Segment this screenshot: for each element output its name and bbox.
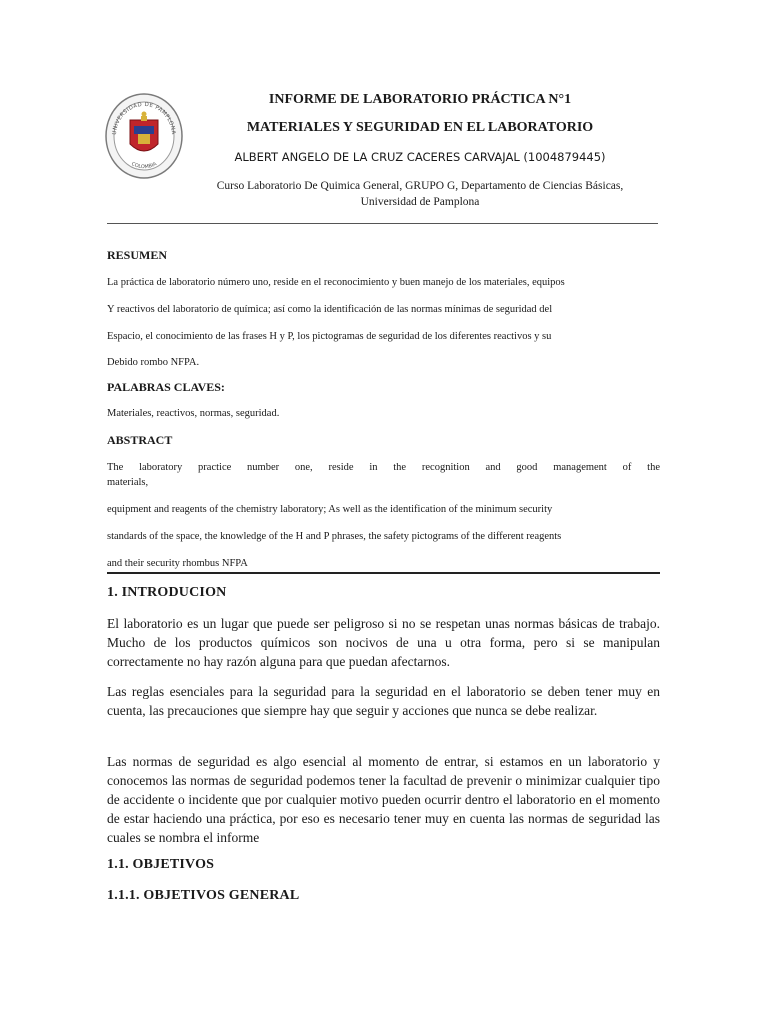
section-divider <box>107 572 660 574</box>
resumen-line-1: La práctica de laboratorio número uno, reside en el reconocimiento y buen manejo de los materiales, equipos <box>107 277 565 288</box>
university-seal-icon <box>104 92 184 180</box>
keywords-heading: PALABRAS CLAVES: <box>107 380 225 394</box>
abstract-heading: ABSTRACT <box>107 433 173 447</box>
abstract-line-1b: materials, <box>107 477 149 488</box>
seal-top-text: UNIVERSIDAD DE PAMPLONA <box>111 101 177 136</box>
keywords-text: Materiales, reactivos, normas, seguridad. <box>107 408 280 419</box>
intro-paragraph-1: El laboratorio es un lugar que puede ser peligroso si no se respetan unas normas básicas de trabajo. Mucho de los productos químicos son nocivos de una u otra forma, pero si se manipulan correctamente no hay razón alguna para que puedan afectarnos. <box>107 616 660 669</box>
objectives-heading: 1.1. OBJETIVOS <box>107 857 215 872</box>
course-line-1: Curso Laboratorio De Quimica General, GRUPO G, Departamento de Ciencias Básicas, <box>216 180 624 192</box>
resumen-heading: RESUMEN <box>107 248 168 262</box>
abstract-line-3: standards of the space, the knowledge of the H and P phrases, the safety pictograms of the different reagents <box>107 531 562 542</box>
separator-line <box>107 223 658 224</box>
intro-paragraph-3: Las normas de seguridad es algo esencial al momento de entrar, si estamos en un laboratorio y conocemos las normas de seguridad podemos tener la facultad de prevenir o minimizar cualquier tipo de accidente o incidente que por cualquier motivo pueden ocurrir dentro el laboratorio en el momento de estar haciendo una práctica, por eso es necesario tener muy en cuenta las normas de seguridad las cuales se nombra el informe <box>107 754 660 845</box>
resumen-line-4: Debido rombo NFPA. <box>107 357 200 368</box>
course-line-2: Universidad de Pamplona <box>360 196 480 208</box>
seal-bottom-text: COLOMBIA <box>130 161 158 171</box>
author-line: ALBERT ANGELO DE LA CRUZ CACERES CARVAJAL (1004879445) <box>234 150 606 164</box>
intro-paragraph-2: Las reglas esenciales para la seguridad para la seguridad en el laboratorio se deben tener muy en cuenta, las precauciones que siempre hay que seguir y acciones que nunca se debe realizar. <box>107 684 660 718</box>
report-title: INFORME DE LABORATORIO PRÁCTICA N°1 <box>268 92 572 107</box>
course-info <box>190 178 650 210</box>
report-subtitle: MATERIALES Y SEGURIDAD EN EL LABORATORIO <box>246 120 594 135</box>
abstract-line-1: The laboratory practice number one, reside in the recognition and good management of the <box>107 462 660 473</box>
resumen-line-3: Espacio, el conocimiento de las frases H y P, los pictogramas de seguridad de los diferentes reactivos y su <box>107 331 552 342</box>
abstract-line-4: and their security rhombus NFPA <box>107 558 248 569</box>
resumen-line-2: Y reactivos del laboratorio de química; así como la identificación de las normas mínimas de seguridad del <box>107 304 553 315</box>
general-objectives-heading: 1.1.1. OBJETIVOS GENERAL <box>107 888 300 903</box>
abstract-line-2: equipment and reagents of the chemistry laboratory; As well as the identification of the minimum security <box>107 504 553 515</box>
intro-heading: 1. INTRODUCION <box>107 585 227 600</box>
